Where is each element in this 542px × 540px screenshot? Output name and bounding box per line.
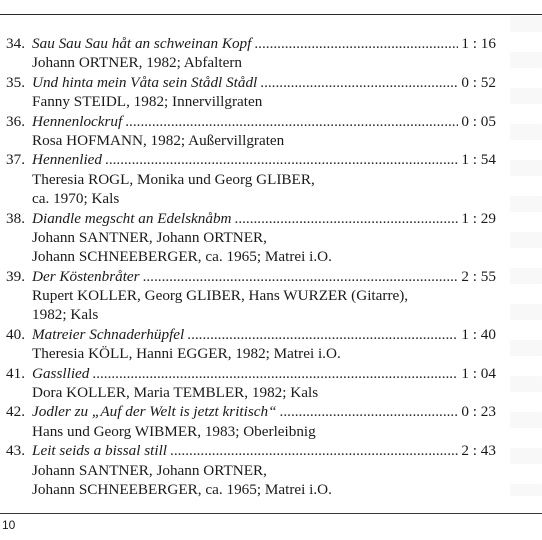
track-credit: Johann SANTNER, Johann ORTNER, (32, 461, 267, 479)
track-duration: 1 : 40 (461, 325, 496, 343)
track-title: Hennenlockruf (32, 112, 123, 130)
track-number: 42. (6, 403, 25, 421)
track-credit: Hans und Georg WIBMER, 1983; Oberleibnig (32, 422, 316, 440)
track-number: 38. (6, 209, 25, 227)
track-credit: 1982; Kals (32, 306, 99, 324)
track-list (0, 34, 542, 499)
track-credit: Johann ORTNER, 1982; Abfaltern (32, 54, 242, 72)
track-duration: 1 : 16 (461, 35, 496, 52)
track-title-row (32, 73, 496, 92)
track-title-line (0, 325, 542, 344)
track-number: 36. (6, 112, 25, 130)
dot-leader (187, 325, 458, 344)
track-number: 39. (6, 267, 25, 285)
track-duration: 0 : 52 (461, 73, 496, 91)
track-credit: Johann SCHNEEBERGER, ca. 1965; Matrei i.O. (32, 248, 332, 266)
track-title: Und hinta mein Våta sein Stådl Stådl (32, 73, 258, 91)
dot-leader (125, 112, 458, 131)
track-number: 41. (6, 364, 25, 382)
track-credit-line (0, 422, 542, 441)
track-credit-line (0, 247, 542, 266)
track-title-line (0, 267, 542, 286)
track-title: Diandle megscht an Edelsknåbm (32, 209, 232, 227)
track-duration: 0 : 23 (461, 403, 496, 421)
track-credit-line (0, 92, 542, 111)
track-number: 37. (6, 151, 25, 169)
track-title-line (0, 364, 542, 383)
track-entry (0, 209, 542, 267)
track-number: 40. (6, 325, 25, 343)
track-title: Der Köstenbråter (32, 267, 140, 285)
dot-leader (92, 364, 458, 383)
track-credit-line (0, 131, 542, 150)
track-credit: Rupert KOLLER, Georg GLIBER, Hans WURZER (Gitarre), (32, 287, 409, 305)
track-duration: 1 : 04 (461, 364, 496, 382)
track-number: 35. (6, 73, 25, 91)
track-credit: Dora KOLLER, Maria TEMBLER, 1982; Kals (32, 384, 319, 402)
track-title-line (0, 441, 542, 460)
track-credit-line (0, 383, 542, 402)
track-entry (0, 267, 542, 325)
track-title: Gassllied (32, 364, 90, 382)
track-entry (0, 73, 542, 112)
track-credit-line (0, 305, 542, 324)
track-duration: 2 : 55 (461, 267, 496, 285)
track-title-row (32, 209, 496, 228)
track-title-row (32, 112, 496, 131)
dot-leader (105, 150, 458, 169)
track-title-line (0, 209, 542, 228)
dot-leader (260, 73, 458, 92)
track-entry (0, 402, 542, 441)
track-credit: Theresia ROGL, Monika und Georg GLIBER, (32, 170, 315, 188)
track-credit: Theresia KÖLL, Hanni EGGER, 1982; Matrei i.O. (32, 345, 341, 363)
track-title-line (0, 112, 542, 131)
track-entry (0, 34, 542, 73)
track-credit: Fanny STEIDL, 1982; Innervillgraten (32, 93, 263, 111)
track-duration: 2 : 43 (461, 442, 496, 460)
track-entry (0, 441, 542, 499)
track-duration: 1 : 29 (461, 209, 496, 227)
track-entry (0, 364, 542, 403)
track-credit-line (0, 344, 542, 363)
track-credit: ca. 1970; Kals (32, 190, 120, 208)
track-title-line (0, 34, 542, 53)
track-credit-line (0, 170, 542, 189)
track-title-row (32, 402, 496, 421)
track-credit-line (0, 53, 542, 72)
track-duration: 1 : 54 (461, 151, 496, 169)
track-duration: 0 : 05 (461, 112, 496, 130)
track-title: Hennenlied (32, 151, 103, 169)
track-credit-line (0, 228, 542, 247)
track-credit-line (0, 461, 542, 480)
track-title-row (32, 441, 496, 460)
track-credit-line (0, 480, 542, 499)
dot-leader (235, 209, 459, 228)
track-title-line (0, 150, 542, 169)
dot-leader (143, 267, 459, 286)
track-entry (0, 150, 542, 208)
track-title-line (0, 402, 542, 421)
dot-leader (170, 441, 458, 460)
track-entry (0, 325, 542, 364)
track-number: 34. (6, 35, 25, 52)
track-title: Jodler zu „Auf der Welt is jetzt kritisch“ (32, 403, 277, 421)
track-credit-line (0, 286, 542, 305)
track-title-row (32, 364, 496, 383)
track-credit: Johann SANTNER, Johann ORTNER, (32, 228, 267, 246)
track-title: Sau Sau Sau håt an schweinan Kopf (32, 35, 252, 52)
track-title: Leit seids a bissal still (32, 442, 168, 460)
track-entry (0, 112, 542, 151)
track-title-line (0, 73, 542, 92)
dot-leader (254, 34, 458, 53)
dot-leader (280, 402, 459, 421)
track-number: 43. (6, 442, 25, 460)
track-title-row (32, 34, 496, 53)
track-title-row (32, 325, 496, 344)
track-title-row (32, 267, 496, 286)
page-number: 10 (2, 518, 16, 532)
track-title: Matreier Schnaderhüpfel (32, 325, 185, 343)
track-credit: Johann SCHNEEBERGER, ca. 1965; Matrei i.O. (32, 480, 332, 498)
track-credit: Rosa HOFMANN, 1982; Außervillgraten (32, 131, 285, 149)
track-credit-line (0, 189, 542, 208)
track-title-row (32, 150, 496, 169)
top-rule (0, 14, 542, 15)
footer-rule (0, 513, 542, 514)
